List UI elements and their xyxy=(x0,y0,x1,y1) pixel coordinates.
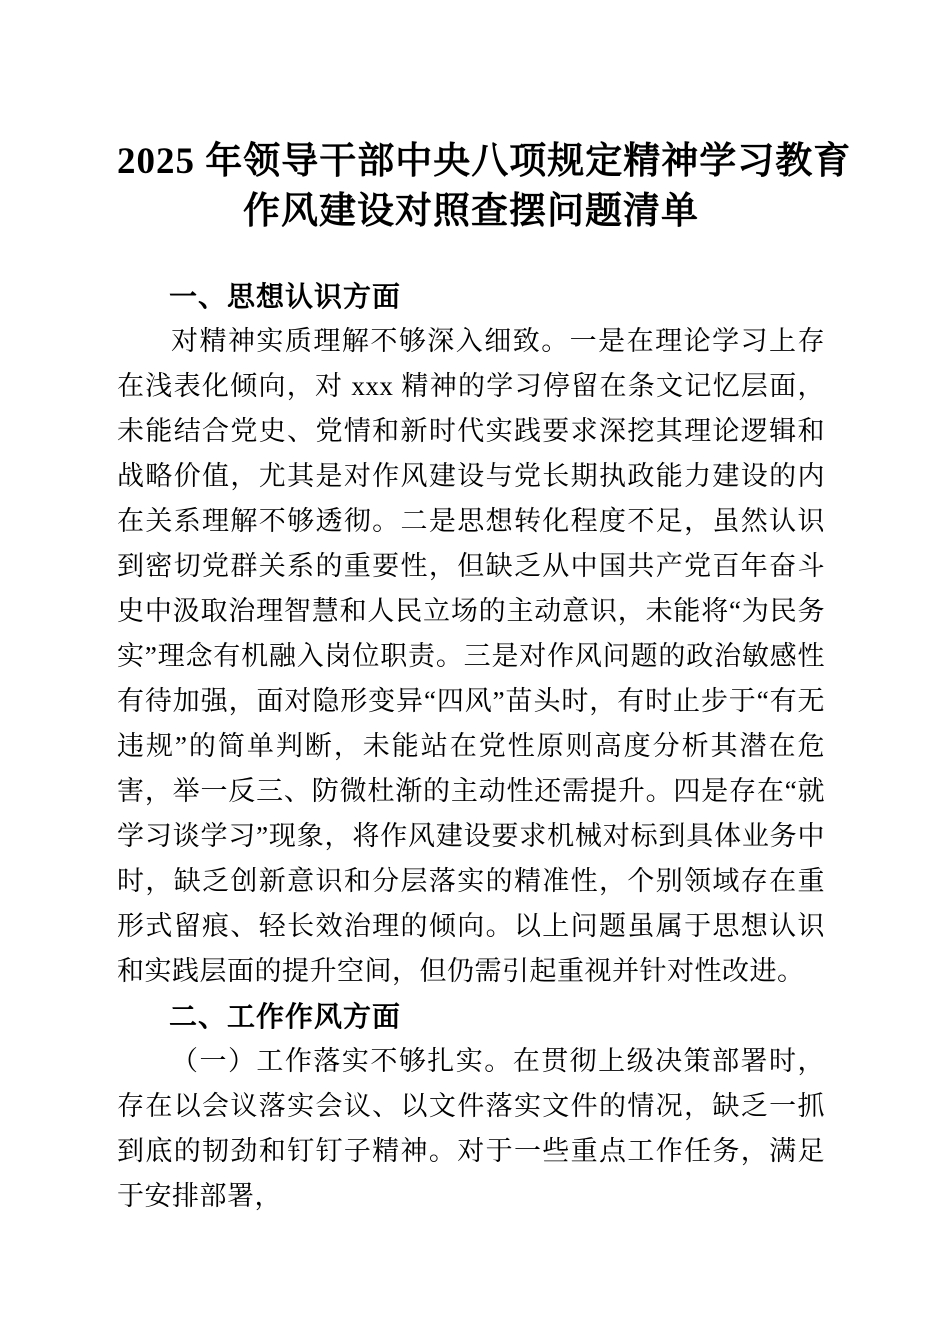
document-title-line-1: 2025 年领导干部中央八项规定精神学习教育 xyxy=(117,141,852,182)
document-content xyxy=(117,0,852,1219)
section-heading-work-style: 二、工作作风方面 xyxy=(169,1001,402,1032)
section-heading-thought-awareness: 一、思想认识方面 xyxy=(169,281,402,312)
section-thought-awareness-paragraph: 对精神实质理解不够深入细致。一是在理论学习上存在浅表化倾向，对 xxx 精神的学习停留在条文记忆层面，未能结合党史、党情和新时代实践要求深挖其理论逻辑和战略价值，尤其是对作风建设与党长期执政能力建设的内在关系理解不够透彻。二是思想转化程度不足，虽然认识到密切党群关系的重要性，但缺乏从中国共产党百年奋斗史中汲取治理智慧和人民立场的主动意识，未能将“为民务实”理念有机融入岗位职责。三是对作风问题的政治敏感性有待加强，面对隐形变异“四风”苗头时，有时止步于“有无违规”的简单判断，未能站在党性原则高度分析其潜在危害，举一反三、防微杜渐的主动性还需提升。四是存在“就学习谈学习”现象，将作风建设要求机械对标到具体业务中时，缺乏创新意识和分层落实的精准性，个别领域存在重形式留痕、轻长效治理的倾向。以上问题虽属于思想认识和实践层面的提升空间，但仍需引起重视并针对性改进。 xyxy=(117,326,825,986)
document-title xyxy=(117,0,852,237)
section-work-style-paragraph: （一）工作落实不够扎实。在贯彻上级决策部署时，存在以会议落实会议、以文件落实文件的情况，缺乏一抓到底的韧劲和钉钉子精神。对于一些重点工作任务，满足于安排部署， xyxy=(117,1046,825,1211)
document-title-line-2: 作风建设对照查摆问题清单 xyxy=(243,191,699,232)
